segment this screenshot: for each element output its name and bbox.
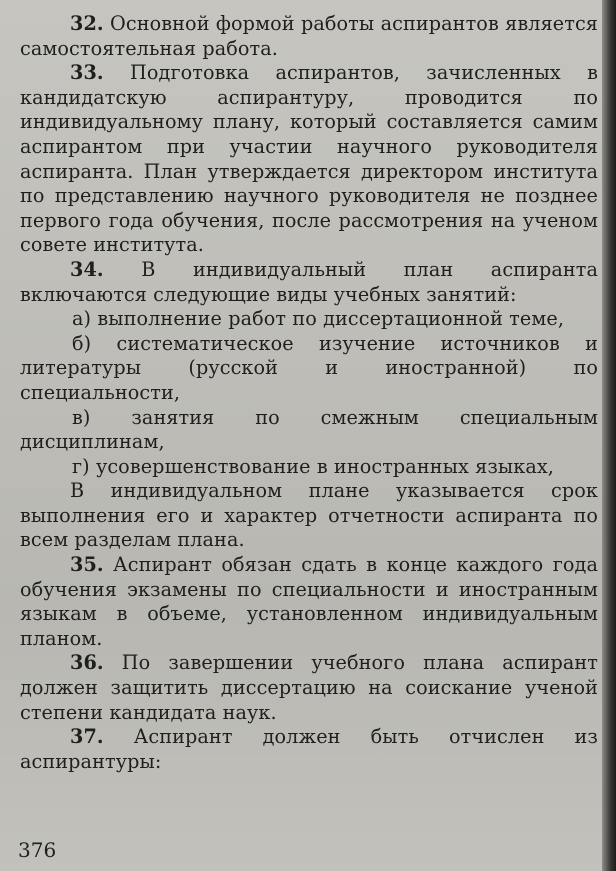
paragraph-37 <box>20 725 598 774</box>
page-body <box>20 12 598 774</box>
paragraph-number: 37. <box>70 725 104 749</box>
paragraph-text: Подготовка аспирантов, зачисленных в кандидатскую аспирантуру, проводится по индивидуальному плану, который составляется самим аспирантом при участии научного руководителя аспиранта. План утверждается директором института по представлению научного руководителя не позднее первого года обучения, после рассмотрения на ученом совете института. <box>20 61 598 257</box>
list-item-b <box>20 332 598 406</box>
paragraph-text: Основной формой работы аспирантов является самостоятельная работа. <box>20 12 598 60</box>
list-item-text: б) систематическое изучение источников и литературы (русской и иностранной) по специальности, <box>20 331 598 404</box>
list-item-text: в) занятия по смежным специальным дисциплинам, <box>20 405 598 454</box>
paragraph-number: 35. <box>70 553 104 577</box>
list-item-text: г) усовершенствование в иностранных языках, <box>72 454 555 478</box>
paragraph-plan-note <box>20 479 598 553</box>
list-item-v <box>20 406 598 455</box>
page-edge-shadow <box>602 0 616 871</box>
paragraph-number: 34. <box>70 257 104 281</box>
paragraph-34 <box>20 258 598 307</box>
page-number: 376 <box>18 838 57 862</box>
list-item-g <box>20 455 598 480</box>
paragraph-text: В индивидуальный план аспиранта включаются следующие виды учебных занятий: <box>20 257 599 306</box>
paragraph-number: 33. <box>70 61 104 85</box>
paragraph-32 <box>20 12 598 61</box>
paragraph-35 <box>20 553 598 651</box>
paragraph-text: В индивидуальном плане указывается срок выполнения его и характер отчетности аспиранта по всем разделам плана. <box>20 479 598 552</box>
paragraph-number: 36. <box>70 651 104 675</box>
paragraph-33 <box>20 61 598 258</box>
list-item-a <box>20 307 598 332</box>
paragraph-text: Аспирант должен быть отчислен из аспирантуры: <box>20 725 598 773</box>
paragraph-36 <box>20 651 598 725</box>
paragraph-text: Аспирант обязан сдать в конце каждого года обучения экзамены по специальности и иностранным языкам в объеме, установленном индивидуальным планом. <box>20 553 598 650</box>
paragraph-number: 32. <box>70 12 104 35</box>
paragraph-text: По завершении учебного плана аспирант должен защитить диссертацию на соискание ученой степени кандидата наук. <box>20 651 598 724</box>
list-item-text: а) выполнение работ по диссертационной теме, <box>72 307 565 331</box>
